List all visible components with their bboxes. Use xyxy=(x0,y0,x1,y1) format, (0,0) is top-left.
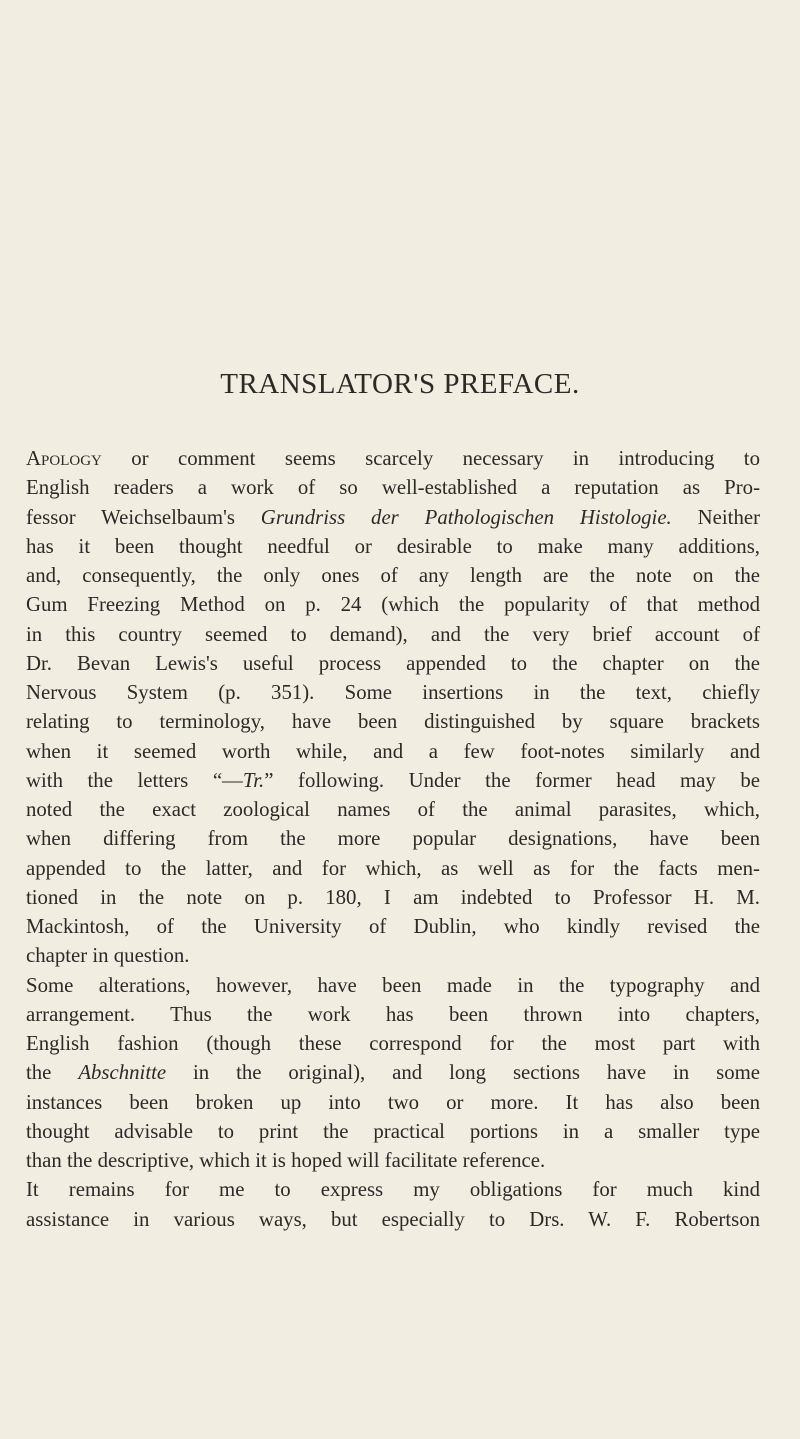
text-segment: Neither xyxy=(671,505,761,529)
translator-mark: Tr. xyxy=(242,768,265,792)
text-line: assistance in various ways, but especially to Drs. W. F. Robertson xyxy=(26,1207,760,1231)
text-segment: or comment seems scarcely necessary in introducing to xyxy=(101,447,760,470)
text-line: tioned in the note on p. 180, I am indebted to Professor H. M. xyxy=(26,885,760,909)
text-line: thought advisable to print the practical portions in a smaller type xyxy=(26,1119,760,1143)
text-line: It remains for me to express my obligations for much kind xyxy=(26,1178,760,1202)
text-segment: with the letters “— xyxy=(26,768,243,792)
text-line: arrangement. Thus the work has been thrown into chapters, xyxy=(26,1002,760,1026)
page-title: TRANSLATOR'S PREFACE. xyxy=(220,368,580,400)
text-line: and, consequently, the only ones of any length are the note on the xyxy=(26,564,760,587)
book-title: Grundriss der Pathologischen Histologie. xyxy=(260,505,672,529)
paragraph-1 xyxy=(26,444,760,971)
text-line: Nervous System (p. 351). Some insertions in the text, chiefly xyxy=(26,681,760,704)
paragraph-3 xyxy=(26,1175,760,1234)
text-line: Gum Freezing Method on p. 24 (which the popularity of that method xyxy=(26,593,760,617)
paragraph-2 xyxy=(26,971,760,1176)
text-segment: ” following. Under the former head may be xyxy=(264,768,760,792)
text-line: English fashion (though these correspond for the most part with xyxy=(26,1032,760,1055)
text-line: has it been thought needful or desirable to make many additions, xyxy=(26,534,760,558)
text-segment: fessor Weichselbaum's xyxy=(26,505,261,529)
text-line: Dr. Bevan Lewis's useful process appended to the chapter on the xyxy=(26,651,760,675)
text-line: relating to terminology, have been distinguished by square brackets xyxy=(26,710,760,734)
text-line: instances been broken up into two or more. It has also been xyxy=(26,1090,760,1114)
text-line: appended to the latter, and for which, as well as for the facts men- xyxy=(26,856,760,880)
text-line: than the descriptive, which it is hoped will facilitate reference. xyxy=(26,1149,546,1172)
german-term: Abschnitte xyxy=(78,1061,167,1085)
text-line xyxy=(26,766,760,795)
text-segment: the xyxy=(26,1061,79,1085)
text-line: Mackintosh, of the University of Dublin, who kindly revised the xyxy=(26,915,760,938)
preface-body xyxy=(26,444,760,1234)
text-line: Some alterations, however, have been made in the typography and xyxy=(26,973,760,997)
text-line: noted the exact zoological names of the animal parasites, which, xyxy=(26,798,760,821)
text-line: in this country seemed to demand), and the very brief account of xyxy=(26,622,760,646)
text-line: when it seemed worth while, and a few foot-notes similarly and xyxy=(26,739,760,763)
lead-word: Apology xyxy=(26,447,102,470)
text-line: English readers a work of so well-established a reputation as Pro- xyxy=(26,476,760,500)
text-line xyxy=(26,444,760,473)
text-line: chapter in question. xyxy=(26,944,190,968)
text-segment: in the original), and long sections have in some xyxy=(166,1061,761,1085)
text-line xyxy=(26,1058,760,1087)
text-line: when differing from the more popular designations, have been xyxy=(26,827,760,851)
text-line xyxy=(26,503,760,532)
